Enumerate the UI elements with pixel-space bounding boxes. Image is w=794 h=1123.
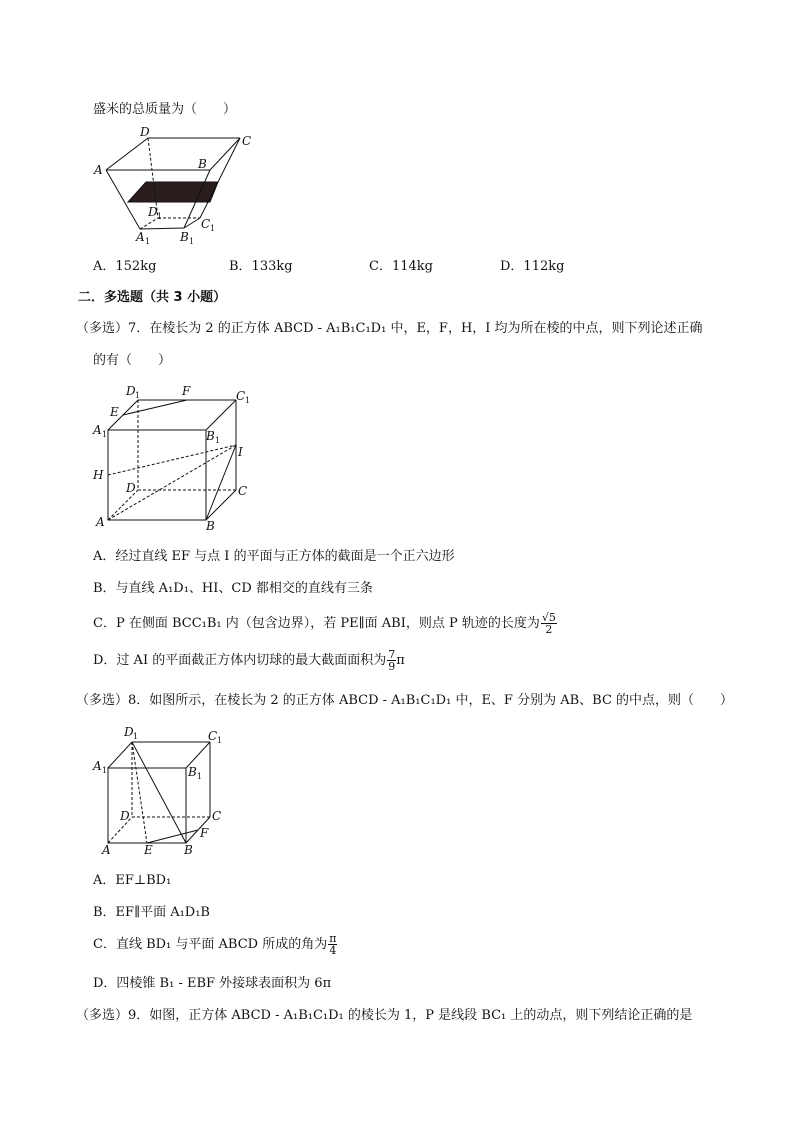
q8-label-B: B [184,843,193,857]
q7-option-b[interactable]: B．与直线 A₁D₁、HI、CD 都相交的直线有三条 [93,581,373,596]
q7-label-A: A [96,515,105,529]
q8-cube-figure [90,720,240,862]
q9-stem-line1: （多选）9．如图，正方体 ABCD - A₁B₁C₁D₁ 的棱长为 1，P 是线段 BC₁ 上的动点，则下列结论正确的是 [76,1008,693,1023]
svg-text:1: 1 [135,391,141,400]
q8-option-a[interactable]: A．EF⊥BD₁ [93,873,172,888]
q6-label-A1: A [136,230,145,244]
q8-label-C: C [212,809,222,823]
q6-label-C1: C [201,217,211,231]
q7-option-a[interactable]: A．经过直线 EF 与点 I 的平面与正方体的截面是一个正六边形 [93,549,455,564]
q7-label-F: F [182,384,191,398]
q8-label-A: A [102,843,111,857]
svg-text:1: 1 [197,772,203,781]
q6-label-D1: D [148,205,158,219]
svg-text:1: 1 [133,732,139,741]
q7-option-c[interactable] [93,612,557,642]
q6-option-a[interactable]: A．152kg [93,259,157,274]
q6-stem-tail: 盛米的总质量为（ ） [93,102,237,117]
q7-label-C1: C [236,389,246,403]
q7-option-c-fraction: $\frac{√5}{2}$ [541,611,556,636]
q7-label-E: E [110,405,119,419]
q8-label-F: F [200,826,209,840]
svg-text:1: 1 [189,237,195,246]
q7-label-B: B [206,519,215,533]
q7-label-C: C [238,484,248,498]
q8-stem-line1: （多选）8．如图所示，在棱长为 2 的正方体 ABCD - A₁B₁C₁D₁ 中，E、F 分别为 AB、BC 的中点，则（ ） [76,693,734,708]
svg-text:1: 1 [217,736,223,745]
svg-text:1: 1 [157,212,163,221]
q7-label-B1: B [206,429,215,443]
svg-text:1: 1 [215,436,221,445]
svg-text:1: 1 [245,396,251,405]
q7-option-d-text: D．过 AI 的平面截正方体内切球的最大截面面积为 [93,653,387,668]
q7-option-c-text: C．P 在侧面 BCC₁B₁ 内（包含边界），若 PE∥面 ABI，则点 P 轨迹的长度为 [93,616,540,631]
q8-option-b[interactable]: B．EF∥平面 A₁D₁B [93,905,210,920]
q7-label-D1: D [126,384,136,398]
q6-label-D: D [140,125,150,139]
q8-option-c-fraction: $\frac{\pi}{4}$ [329,932,337,957]
q8-label-D: D [120,809,130,823]
q6-label-A: A [94,163,103,177]
svg-text:1: 1 [102,430,108,439]
q8-option-d[interactable]: D．四棱锥 B₁ - EBF 外接球表面积为 6π [93,976,332,991]
q7-label-H: H [93,468,104,482]
q6-label-B1: B [180,230,189,244]
q7-label-A1: A [93,423,102,437]
q6-label-C: C [242,134,252,148]
q6-label-B: B [198,157,207,171]
svg-text:1: 1 [102,766,108,775]
q7-cube-figure [90,380,260,535]
q8-label-C1: C [208,729,218,743]
q6-frustum-figure [90,124,260,249]
q7-option-d[interactable]: D．过 AI 的平面截正方体内切球的最大截面面积为 $\frac{7}{9}$ π [93,648,405,673]
q8-label-B1: B [188,765,197,779]
q7-stem-line2: 的有（ ） [93,353,172,368]
q7-label-I: I [238,445,243,459]
q7-label-D: D [126,481,136,495]
q8-label-A1: A [93,759,102,773]
q8-option-c-text: C．直线 BD₁ 与平面 ABCD 所成的角为 [93,937,328,952]
section-title: 二．多选题（共 3 小题） [78,290,227,305]
q7-option-d-fraction: $\frac{7}{9}$ [388,648,396,673]
q8-label-E: E [144,843,153,857]
q6-option-d[interactable]: D．112kg [500,259,565,274]
q6-option-c[interactable]: C．114kg [369,259,433,274]
q6-option-b[interactable]: B．133kg [229,259,293,274]
q8-option-c[interactable] [93,933,337,963]
q8-label-D1: D [124,725,134,739]
q7-stem-line1: （多选）7．在棱长为 2 的正方体 ABCD - A₁B₁C₁D₁ 中，E，F，H，I 均为所在棱的中点，则下列论述正确 [76,321,703,336]
svg-text:1: 1 [210,224,216,233]
svg-text:1: 1 [145,237,151,246]
